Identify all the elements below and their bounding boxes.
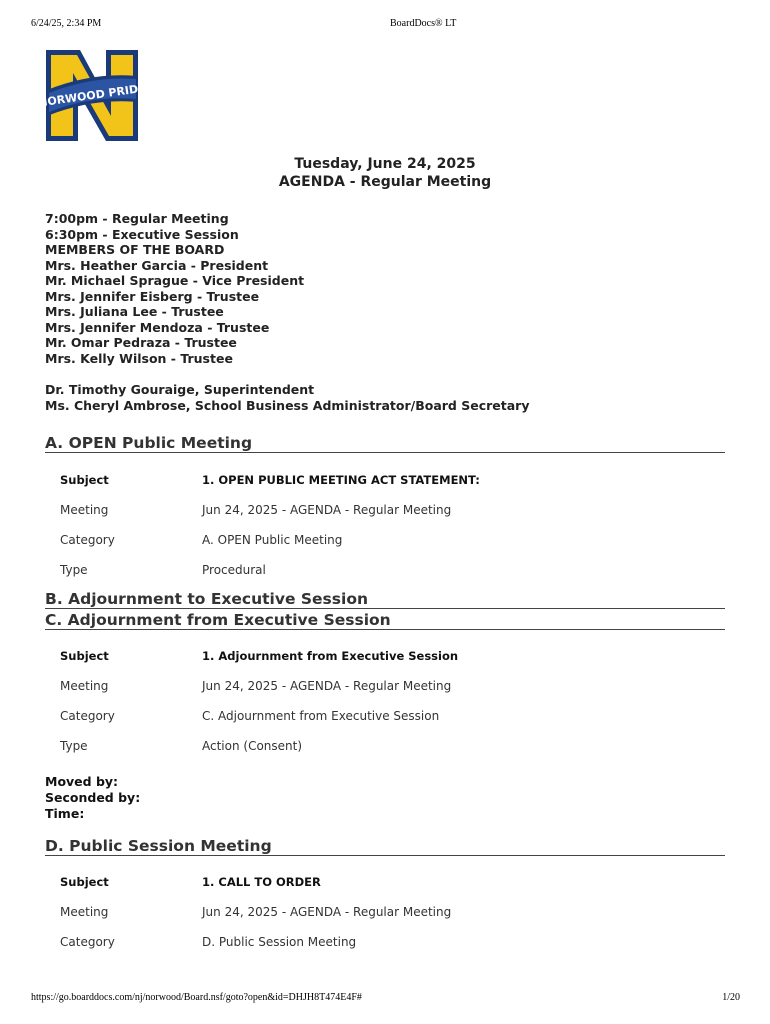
row-label: Type	[60, 563, 88, 577]
list-item: MEMBERS OF THE BOARD	[45, 242, 225, 257]
agenda-item-table-c	[60, 649, 720, 769]
table-row	[60, 563, 720, 593]
row-label: Subject	[60, 649, 109, 663]
table-row	[60, 679, 720, 709]
row-value: Procedural	[202, 563, 266, 577]
list-item: 7:00pm - Regular Meeting	[45, 211, 229, 226]
row-value[interactable]: 1. CALL TO ORDER	[202, 875, 321, 889]
row-label: Meeting	[60, 679, 109, 693]
table-row	[60, 905, 720, 935]
table-row	[60, 875, 720, 905]
section-heading-d: D. Public Session Meeting	[45, 837, 725, 856]
row-value[interactable]: 1. OPEN PUBLIC MEETING ACT STATEMENT:	[202, 473, 480, 487]
table-row	[60, 649, 720, 679]
row-label: Meeting	[60, 503, 109, 517]
meeting-subtitle: AGENDA - Regular Meeting	[278, 174, 492, 190]
logo-banner-text: NORWOOD PRIDE	[37, 81, 147, 110]
table-row	[60, 935, 720, 965]
agenda-title	[0, 155, 770, 191]
table-row	[60, 709, 720, 739]
print-header	[0, 18, 770, 32]
print-site-title: BoardDocs® LT	[390, 18, 457, 29]
page-number: 1/20	[722, 992, 740, 1003]
agenda-item-table-d	[60, 875, 720, 965]
norwood-logo	[37, 46, 147, 145]
row-label: Subject	[60, 473, 109, 487]
board-members-list	[45, 211, 304, 366]
row-value: Jun 24, 2025 - AGENDA - Regular Meeting	[202, 905, 452, 919]
officials-list	[45, 382, 529, 413]
section-heading-b: B. Adjournment to Executive Session	[45, 590, 725, 609]
list-item: Mrs. Jennifer Mendoza - Trustee	[45, 319, 270, 335]
table-row	[60, 503, 720, 533]
section-heading-c: C. Adjournment from Executive Session	[45, 611, 725, 630]
print-datetime: 6/24/25, 2:34 PM	[31, 18, 102, 29]
table-row	[60, 739, 720, 769]
row-label: Type	[60, 739, 88, 753]
norwood-n-logo-icon	[37, 46, 147, 145]
list-item: Mrs. Heather Garcia - President	[45, 257, 269, 273]
print-footer	[0, 992, 770, 1006]
agenda-item-table-a	[60, 473, 720, 593]
row-value[interactable]: 1. Adjournment from Executive Session	[202, 649, 459, 663]
meeting-date: Tuesday, June 24, 2025	[294, 156, 476, 172]
list-item: Mrs. Juliana Lee - Trustee	[45, 304, 224, 319]
row-value: D. Public Session Meeting	[202, 935, 357, 949]
list-item: Mrs. Jennifer Eisberg - Trustee	[45, 288, 260, 304]
row-label: Category	[60, 709, 115, 723]
list-item: 6:30pm - Executive Session	[45, 226, 239, 242]
page-url[interactable]: https://go.boarddocs.com/nj/norwood/Board.nsf/goto?open&id=DHJH8T474E4F#	[31, 992, 362, 1003]
row-label: Meeting	[60, 905, 109, 919]
row-value: A. OPEN Public Meeting	[202, 533, 343, 547]
list-item: Ms. Cheryl Ambrose, School Business Administrator/Board Secretary	[45, 397, 530, 413]
row-value: Jun 24, 2025 - AGENDA - Regular Meeting	[202, 503, 452, 517]
list-item: Dr. Timothy Gouraige, Superintendent	[45, 382, 315, 397]
row-label: Subject	[60, 875, 109, 889]
list-item: Mr. Omar Pedraza - Trustee	[45, 335, 237, 350]
motion-block	[45, 774, 140, 822]
row-label: Category	[60, 533, 115, 547]
table-row	[60, 473, 720, 503]
row-value: Jun 24, 2025 - AGENDA - Regular Meeting	[202, 679, 452, 693]
moved-by-label: Moved by:	[45, 774, 119, 789]
row-value: C. Adjournment from Executive Session	[202, 709, 440, 723]
row-value: Action (Consent)	[202, 739, 303, 753]
seconded-by-label: Seconded by:	[45, 790, 141, 805]
table-row	[60, 533, 720, 563]
row-label: Category	[60, 935, 115, 949]
section-heading-a: A. OPEN Public Meeting	[45, 434, 725, 453]
time-label: Time:	[45, 806, 85, 821]
list-item: Mrs. Kelly Wilson - Trustee	[45, 350, 233, 366]
list-item: Mr. Michael Sprague - Vice President	[45, 273, 305, 288]
